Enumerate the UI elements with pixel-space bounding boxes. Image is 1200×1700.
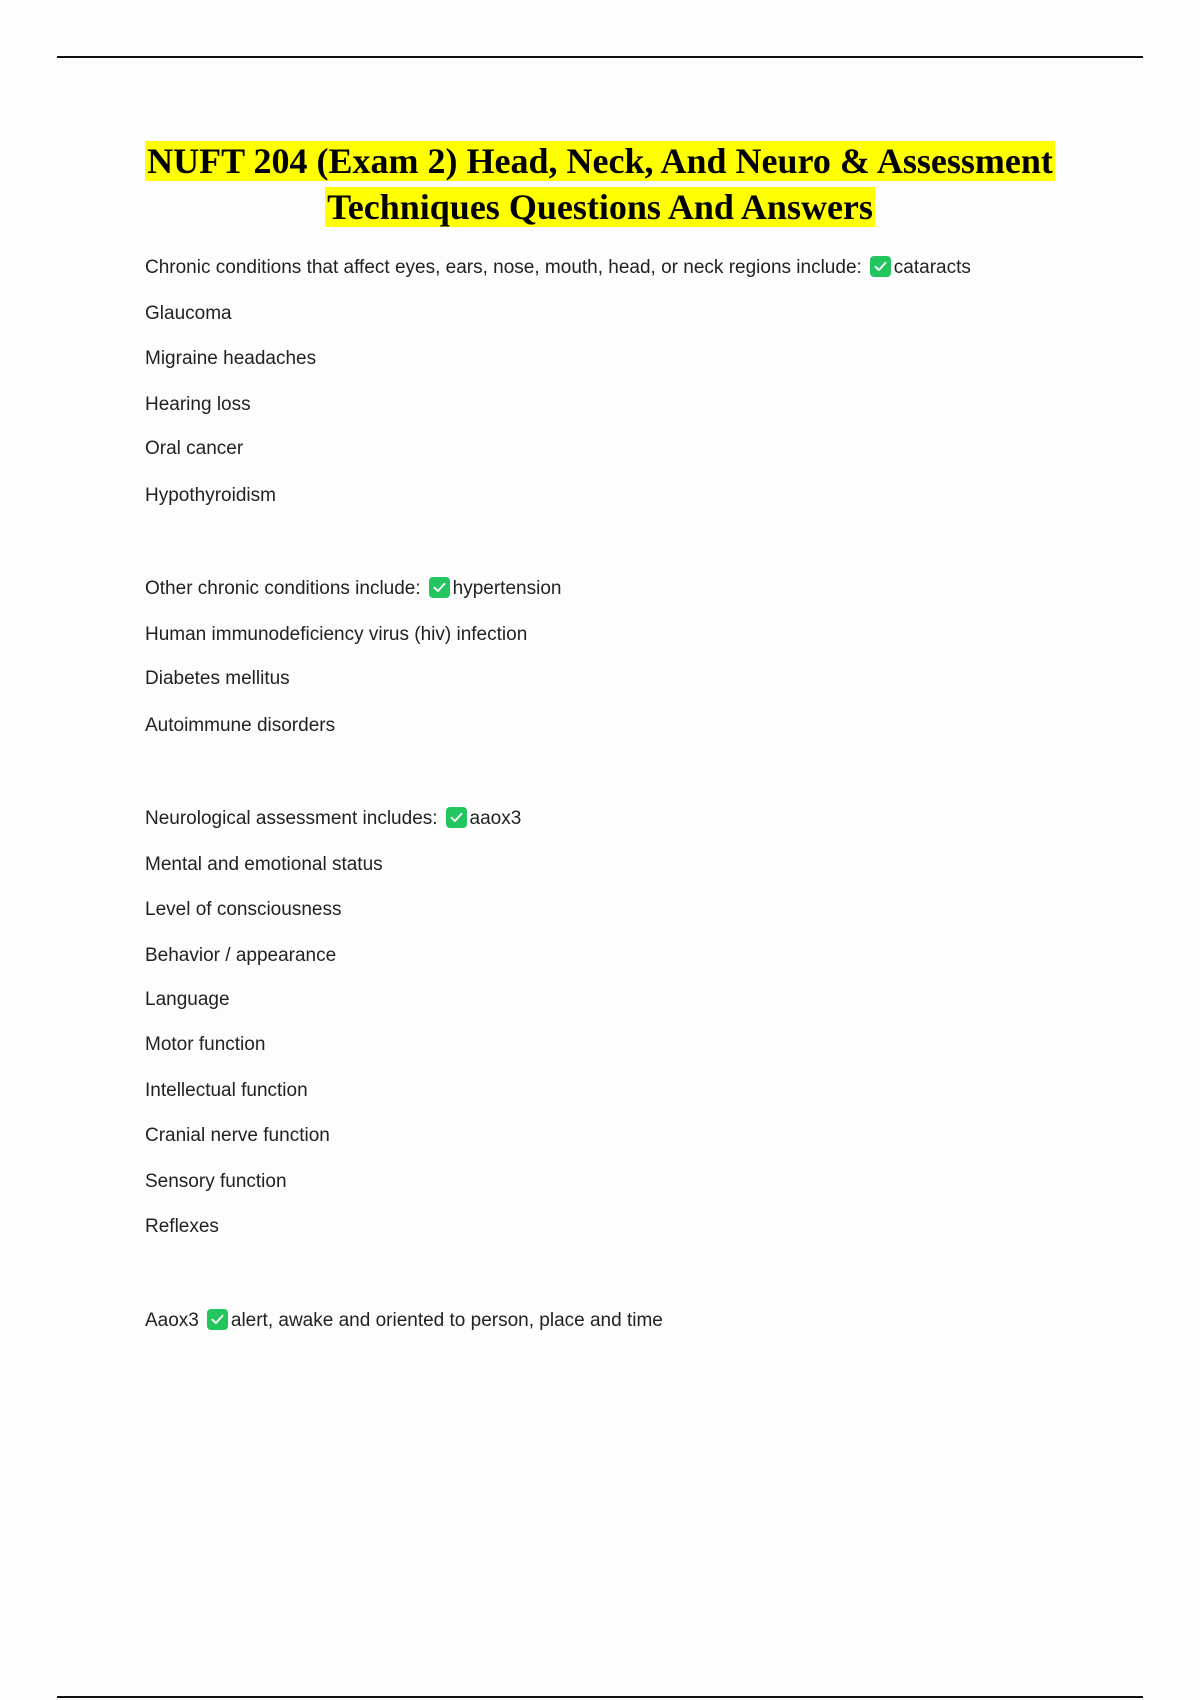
question-text: Neurological assessment includes: bbox=[145, 808, 438, 829]
answer-item: Sensory function bbox=[145, 1171, 287, 1192]
checkmark-icon bbox=[446, 807, 467, 828]
answer-text: cataracts bbox=[893, 257, 971, 278]
question-1 bbox=[145, 256, 971, 280]
checkmark-icon bbox=[870, 256, 891, 277]
top-rule bbox=[57, 56, 1143, 58]
question-2 bbox=[145, 577, 561, 601]
answer-text: aaox3 bbox=[469, 808, 522, 829]
answer-item: Oral cancer bbox=[145, 438, 244, 459]
answer-item: Intellectual function bbox=[145, 1080, 308, 1101]
checkmark-icon bbox=[207, 1309, 228, 1330]
answer-item: Language bbox=[145, 989, 230, 1010]
answer-item: Glaucoma bbox=[145, 303, 232, 324]
answer-item: Behavior / appearance bbox=[145, 945, 337, 966]
answer-item: Diabetes mellitus bbox=[145, 668, 290, 689]
answer-item: Migraine headaches bbox=[145, 348, 317, 369]
question-3 bbox=[145, 807, 521, 831]
question-text: Aaox3 bbox=[145, 1310, 199, 1331]
answer-text: alert, awake and oriented to person, place and time bbox=[230, 1310, 663, 1331]
answer-item: Level of consciousness bbox=[145, 899, 342, 920]
question-text: Other chronic conditions include: bbox=[145, 578, 421, 599]
answer-item: Human immunodeficiency virus (hiv) infection bbox=[145, 624, 528, 645]
title-line-2: Techniques Questions And Answers bbox=[327, 187, 873, 227]
answer-item: Reflexes bbox=[145, 1216, 219, 1237]
checkmark-icon bbox=[429, 577, 450, 598]
document-title bbox=[60, 138, 1140, 230]
answer-item: Mental and emotional status bbox=[145, 854, 383, 875]
bottom-rule bbox=[57, 1696, 1143, 1698]
answer-item: Motor function bbox=[145, 1034, 266, 1055]
answer-item: Cranial nerve function bbox=[145, 1125, 330, 1146]
question-text: Chronic conditions that affect eyes, ears, nose, mouth, head, or neck regions include: bbox=[145, 257, 862, 278]
title-line-1: NUFT 204 (Exam 2) Head, Neck, And Neuro & Assessment bbox=[147, 141, 1053, 181]
answer-text: hypertension bbox=[452, 578, 562, 599]
answer-item: Hearing loss bbox=[145, 394, 251, 415]
question-4 bbox=[145, 1309, 663, 1333]
answer-item: Hypothyroidism bbox=[145, 485, 276, 506]
answer-item: Autoimmune disorders bbox=[145, 715, 336, 736]
